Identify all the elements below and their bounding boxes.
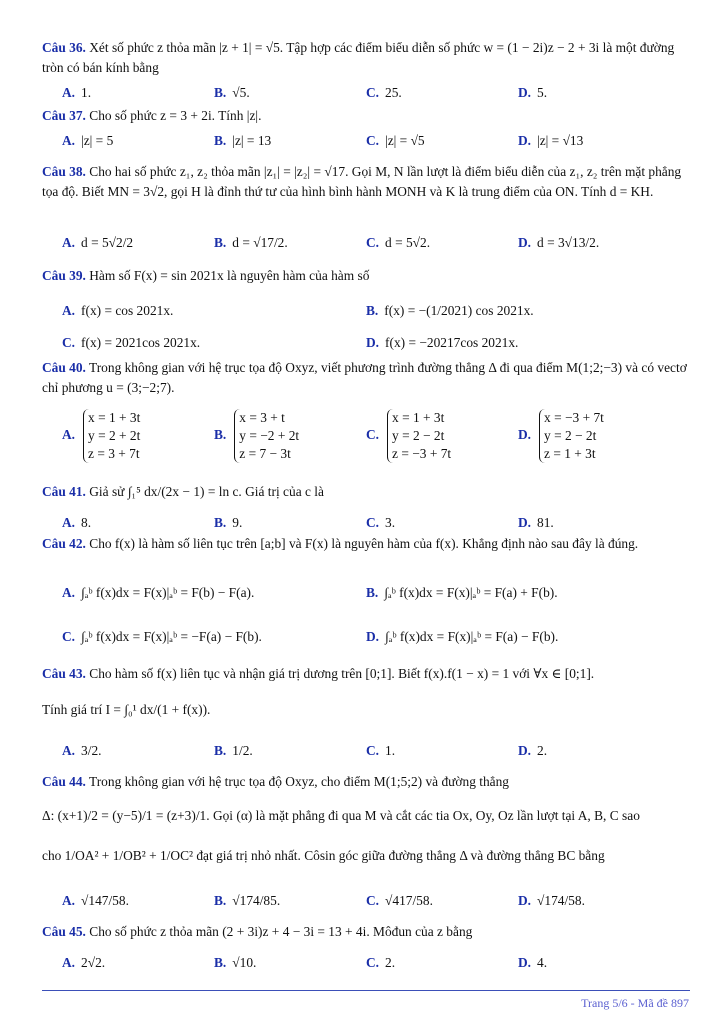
question-label: Câu 42. (42, 536, 86, 551)
question-42 (42, 534, 687, 554)
question-text: Cho hai số phức z₁, z₂ thỏa mãn |z₁| = |z₂| = √17. Gọi M, N lần lượt là điểm biểu diễn của z₁, z₂ trên mặt phẳng tọa độ. Biết MN = 3√2, gọi H là đỉnh thứ tư của hình bình hành MONH và K là trung điểm của ON. Tính d = KH. (42, 164, 682, 199)
question-label: Câu 40. (42, 360, 86, 375)
question-text: cho 1/OA² + 1/OB² + 1/OC² đạt giá trị nhỏ nhất. Côsin góc giữa đường thẳng Δ và đường thẳng BC bằng (42, 848, 605, 863)
options-39-row1 (42, 298, 692, 324)
question-text: Xét số phức z thỏa mãn |z + 1| = √5. Tập hợp các điểm biểu diễn số phức w = (1 − 2i)z − 2 + 3i là một đường tròn có bán kính bằng (42, 40, 675, 75)
question-text: Cho số phức z = 3 + 2i. Tính |z|. (89, 108, 262, 123)
options-42-row1 (42, 580, 692, 606)
option-d[interactable]: D. f(x) = −20217cos 2021x. (366, 335, 519, 350)
option-a[interactable]: A. 1. (62, 85, 92, 100)
page-footer: Trang 5/6 - Mã đề 897 (581, 996, 689, 1010)
option-d[interactable]: D. ∫ₐᵇ f(x)dx = F(x)|ₐᵇ = F(a) − F(b). (366, 629, 559, 644)
option-c[interactable]: C. |z| = √5 (366, 133, 425, 148)
option-b[interactable]: B. |z| = 13 (214, 133, 272, 148)
question-39 (42, 266, 687, 286)
option-c[interactable]: C. ∫ₐᵇ f(x)dx = F(x)|ₐᵇ = −F(a) − F(b). (62, 629, 262, 644)
option-a[interactable]: A. 8. (62, 515, 92, 530)
option-a[interactable]: A. 2√2. (62, 955, 106, 970)
option-a[interactable]: A. 3/2. (62, 743, 102, 758)
question-44-line2 (42, 806, 687, 826)
option-b[interactable]: B. d = √17/2. (214, 235, 288, 250)
option-c[interactable]: C. 1. (366, 743, 396, 758)
option-a[interactable]: A. f(x) = cos 2021x. (62, 303, 174, 318)
footer-divider (42, 990, 690, 991)
question-label: Câu 43. (42, 666, 86, 681)
question-text: Giả sử ∫₁⁵ dx/(2x − 1) = ln c. Giá trị của c là (89, 484, 324, 499)
option-b[interactable]: B. √5. (214, 85, 250, 100)
question-43 (42, 664, 687, 684)
option-a[interactable]: A. √147/58. (62, 893, 129, 908)
question-text: Cho f(x) là hàm số liên tục trên [a;b] và F(x) là nguyên hàm của f(x). Khẳng định nào sau đây là đúng. (89, 536, 639, 551)
option-d[interactable]: D. x = −3 + 7t y = 2 − 2t z = 1 + 3t (518, 409, 604, 461)
question-43-line2 (42, 700, 687, 720)
question-label: Câu 44. (42, 774, 86, 789)
question-41 (42, 482, 687, 502)
question-text: Tính giá trí I = ∫₀¹ dx/(1 + f(x)). (42, 702, 211, 717)
option-c[interactable]: C. 25. (366, 85, 402, 100)
option-c[interactable]: C. f(x) = 2021cos 2021x. (62, 335, 201, 350)
options-41 (42, 510, 692, 536)
question-text: Cho số phức z thỏa mãn (2 + 3i)z + 4 − 3i = 13 + 4i. Môđun của z bằng (89, 924, 473, 939)
option-c[interactable]: C. 2. (366, 955, 396, 970)
question-44 (42, 772, 687, 792)
question-45 (42, 922, 687, 942)
question-44-line3 (42, 846, 687, 866)
option-a[interactable]: A. x = 1 + 3t y = 2 + 2t z = 3 + 7t (62, 409, 141, 461)
option-d[interactable]: D. 4. (518, 955, 548, 970)
options-45 (42, 950, 692, 976)
option-c[interactable]: C. d = 5√2. (366, 235, 431, 250)
option-b[interactable]: B. f(x) = −(1/2021) cos 2021x. (366, 303, 534, 318)
question-36 (42, 38, 687, 78)
options-44 (42, 888, 692, 914)
option-d[interactable]: D. 2. (518, 743, 548, 758)
option-a[interactable]: A. d = 5√2/2 (62, 235, 134, 250)
question-label: Câu 45. (42, 924, 86, 939)
question-text: Cho hàm số f(x) liên tục và nhận giá trị dương trên [0;1]. Biết f(x).f(1 − x) = 1 với ∀x ∈ [0;1]. (89, 666, 595, 681)
question-text: Trong không gian với hệ trục tọa độ Oxyz, viết phương trình đường thẳng Δ đi qua điểm M(1;2;−3) và có vectơ chỉ phương u = (3;−2;7). (42, 360, 687, 395)
option-b[interactable]: B. 1/2. (214, 743, 253, 758)
options-40 (42, 404, 692, 466)
options-39-row2 (42, 330, 692, 356)
option-b[interactable]: B. √174/85. (214, 893, 281, 908)
question-label: Câu 37. (42, 108, 86, 123)
option-c[interactable]: C. √417/58. (366, 893, 433, 908)
options-38 (42, 230, 692, 256)
options-37 (42, 128, 692, 154)
question-text: Trong không gian với hệ trục tọa độ Oxyz, cho điểm M(1;5;2) và đường thẳng (89, 774, 509, 789)
option-d[interactable]: D. 81. (518, 515, 554, 530)
option-c[interactable]: C. x = 1 + 3t y = 2 − 2t z = −3 + 7t (366, 409, 452, 461)
question-label: Câu 36. (42, 40, 86, 55)
question-text: Δ: (x+1)/2 = (y−5)/1 = (z+3)/1. Gọi (α) là mặt phẳng đi qua M và cắt các tia Ox, Oy, Oz lần lượt tại A, B, C sao (42, 808, 640, 823)
question-38 (42, 162, 687, 202)
question-40 (42, 358, 687, 398)
option-b[interactable]: B. √10. (214, 955, 257, 970)
option-c[interactable]: C. 3. (366, 515, 396, 530)
option-d[interactable]: D. d = 3√13/2. (518, 235, 600, 250)
question-text: Hàm số F(x) = sin 2021x là nguyên hàm của hàm số (89, 268, 370, 283)
question-label: Câu 38. (42, 164, 86, 179)
options-42-row2 (42, 624, 692, 650)
question-37 (42, 106, 687, 126)
options-43 (42, 738, 692, 764)
option-b[interactable]: B. 9. (214, 515, 243, 530)
option-d[interactable]: D. |z| = √13 (518, 133, 584, 148)
option-b[interactable]: B. ∫ₐᵇ f(x)dx = F(x)|ₐᵇ = F(a) + F(b). (366, 585, 558, 600)
option-b[interactable]: B. x = 3 + t y = −2 + 2t z = 7 − 3t (214, 409, 300, 461)
option-a[interactable]: A. ∫ₐᵇ f(x)dx = F(x)|ₐᵇ = F(b) − F(a). (62, 585, 255, 600)
options-36 (42, 80, 692, 106)
question-label: Câu 39. (42, 268, 86, 283)
option-d[interactable]: D. 5. (518, 85, 548, 100)
option-d[interactable]: D. √174/58. (518, 893, 585, 908)
question-label: Câu 41. (42, 484, 86, 499)
option-a[interactable]: A. |z| = 5 (62, 133, 114, 148)
